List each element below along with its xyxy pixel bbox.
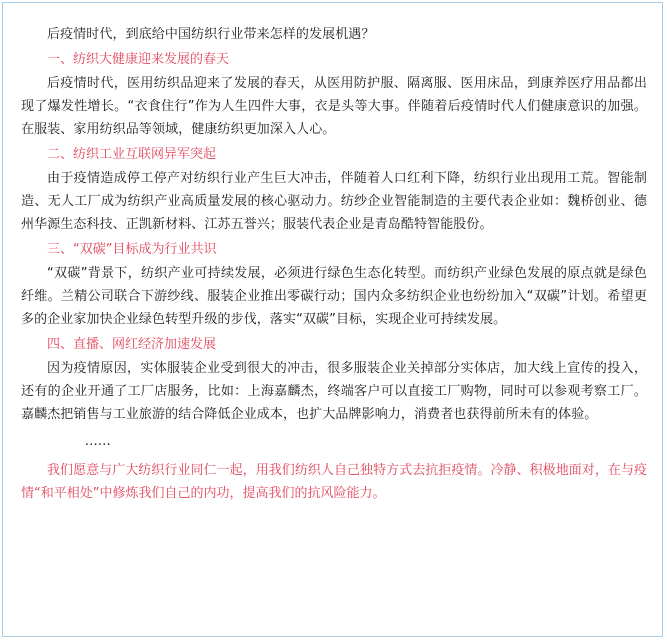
closing-statement: 我们愿意与广大纺织行业同仁一起，用我们纺织人自己独特方式去抗拒疫情。冷静、积极地面对，在与疫情“和平相处”中修炼我们自己的内功，提高我们的抗风险能力。 <box>21 463 647 501</box>
section-body-2: 由于疫情造成停工停产对纺织行业产生巨大冲击，伴随着人口红利下降，纺织行业出现用工荒。智能制造、无人工厂成为纺织产业高质量发展的核心驱动力。纺纱企业智能制造的主要代表企业如：魏桥创业、德州华源生态科技、正凯新材料、江苏五誉兴；服装代表企业是青岛酷特智能股份。 <box>21 171 647 232</box>
section-body-4: 因为疫情原因，实体服装企业受到很大的冲击，很多服装企业关掉部分实体店，加大线上宣传的投入，还有的企业开通了工厂店服务，比如：上海嘉麟杰，终端客户可以直接工厂购物，同时可以参观考察工厂。嘉麟杰把销售与工业旅游的结合降低企业成本，也扩大品牌影响力，消费者也获得前所未有的体验。 <box>21 361 647 422</box>
section-body-3: “双碳”背景下，纺织产业可持续发展，必须进行绿色生态化转型。而纺织产业绿色发展的原点就是绿色纤维。兰精公司联合下游纱线、服装企业推出零碳行动；国内众多纺织企业也纷纷加入“双碳”计划。希望更多的企业家加快企业绿色转型升级的步伐，落实“双碳”目标，实现企业可持续发展。 <box>21 266 647 327</box>
section-heading-4: 四、直播、网红经济加速发展 <box>47 337 217 352</box>
article-frame <box>2 2 663 637</box>
section-heading-1: 一、纺织大健康迎来发展的春天 <box>47 52 230 67</box>
section-heading-3: 三、“双碳”目标成为行业共识 <box>47 242 217 257</box>
intro-question: 后疫情时代，到底给中国纺织行业带来怎样的发展机遇？ <box>47 27 375 42</box>
section-heading-2: 二、纺织工业互联网异军突起 <box>47 147 217 162</box>
ellipsis: …… <box>84 434 111 449</box>
article-content <box>21 23 647 505</box>
section-body-1: 后疫情时代，医用纺织品迎来了发展的春天，从医用防护服、隔离服、医用床品，到康养医疗用品都出现了爆发性增长。“衣食住行”作为人生四件大事，衣是头等大事。伴随着后疫情时代人们健康意识的加强。在服装、家用纺织品等领域，健康纺织更加深入人心。 <box>21 76 647 137</box>
